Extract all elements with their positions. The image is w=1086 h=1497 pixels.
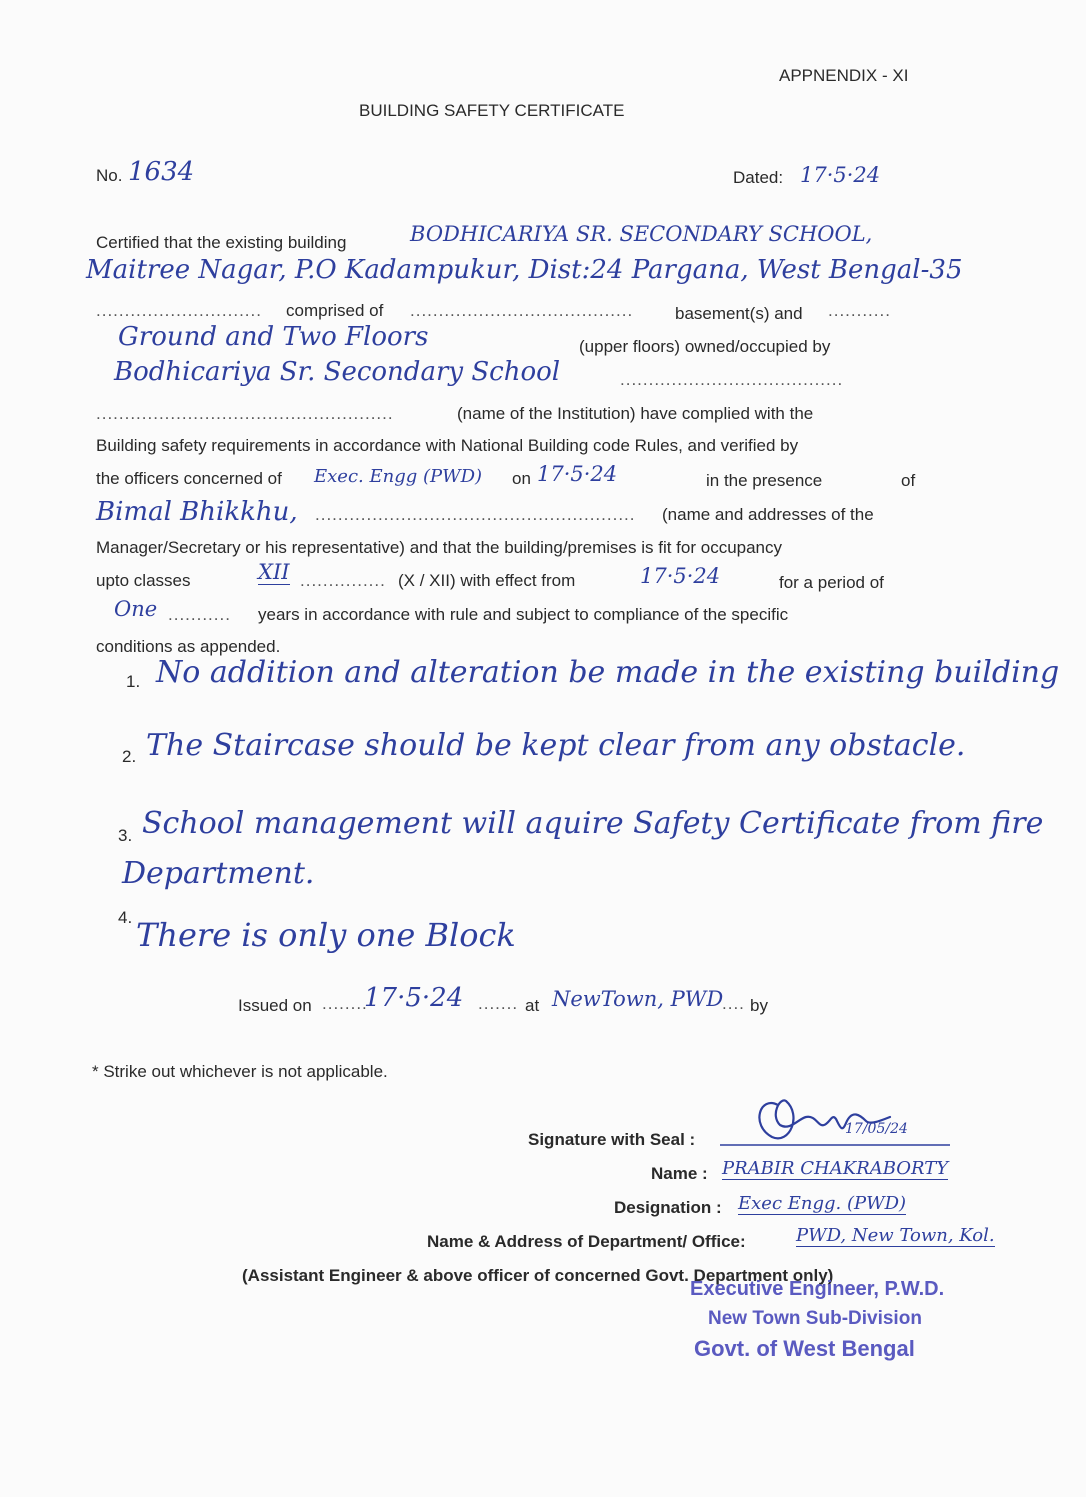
upto-classes-label: upto classes: [96, 571, 191, 590]
of-label: of: [901, 471, 916, 490]
certified-label: Certified that the existing building: [96, 233, 347, 252]
officers-label: the officers concerned of: [96, 469, 282, 488]
verified-date: 17·5·24: [537, 462, 618, 486]
department-label: Name & Address of Department/ Office:: [427, 1232, 746, 1251]
dotted-leader: .......................................: [620, 370, 844, 389]
years-value: One: [114, 597, 158, 621]
officer-name: PRABIR CHAKRABORTY: [722, 1158, 949, 1179]
floors-value: Ground and Two Floors: [118, 322, 429, 352]
designation-label: Designation :: [614, 1198, 722, 1217]
presence-label: in the presence: [706, 471, 823, 490]
conditions-label: conditions as appended.: [96, 637, 281, 656]
manager-value: Bimal Bhikkhu,: [96, 497, 298, 527]
manager-line: Manager/Secretary or his representative) and that the building/premises is fit for occupancy: [96, 538, 783, 557]
building-address: Maitree Nagar, P.O Kadampukur, Dist:24 Pargana, West Bengal-35: [86, 255, 963, 285]
on-label: on: [512, 469, 531, 488]
name-label: Name :: [651, 1164, 708, 1183]
issued-on-label: Issued on: [238, 996, 312, 1015]
condition-text: The Staircase should be kept clear from any obstacle.: [146, 728, 966, 763]
seal-line-division: New Town Sub-Division: [708, 1308, 922, 1329]
comprised-label: comprised of: [286, 301, 384, 320]
certificate-number: 1634: [128, 157, 195, 187]
condition-text: There is only one Block: [136, 916, 516, 954]
condition-text: Department.: [122, 856, 315, 891]
signature-label: Signature with Seal :: [528, 1130, 696, 1149]
condition-text: No addition and alteration be made in the existing building: [156, 655, 1060, 690]
dotted-leader: ...........: [828, 301, 891, 320]
dotted-leader: ...............: [300, 571, 386, 590]
number-label: No.: [96, 166, 123, 185]
dotted-leader: ........: [322, 994, 368, 1013]
condition-text: School management will aquire Safety Certificate from fire: [142, 806, 1044, 841]
issued-at-value: NewTown, PWD: [552, 987, 724, 1011]
dotted-leader: ........................................................: [315, 505, 636, 524]
period-label: for a period of: [779, 573, 884, 592]
department-value: PWD, New Town, Kol.: [796, 1225, 995, 1246]
issued-on-value: 17·5·24: [364, 983, 464, 1013]
dotted-leader: ....................................................: [96, 404, 394, 423]
manager-label: (name and addresses of the: [662, 505, 874, 524]
officer-note: (Assistant Engineer & above officer of concerned Govt. Department only): [242, 1266, 834, 1285]
signature-mark: [720, 1075, 960, 1155]
dated-value: 17·5·24: [800, 163, 881, 187]
institution-value: Bodhicariya Sr. Secondary School: [114, 357, 561, 387]
certificate-title: BUILDING SAFETY CERTIFICATE: [359, 101, 625, 120]
class-label: (X / XII) with effect from: [398, 571, 576, 590]
building-name: BODHICARIYA SR. SECONDARY SCHOOL,: [410, 222, 873, 246]
designation-value: Exec Engg. (PWD): [738, 1193, 907, 1214]
signature-date: 17/05/24: [845, 1121, 908, 1137]
condition-number: 4.: [118, 908, 133, 927]
strike-out-note: * Strike out whichever is not applicable.: [92, 1062, 388, 1081]
dotted-leader: .......................................: [410, 301, 634, 320]
basements-label: basement(s) and: [675, 304, 803, 323]
seal-line-govt: Govt. of West Bengal: [694, 1336, 915, 1361]
by-label: by: [750, 996, 768, 1015]
officers-value: Exec. Engg (PWD): [314, 466, 483, 487]
appendix-label: APPNENDIX - XI: [779, 66, 909, 85]
upper-floors-label: (upper floors) owned/occupied by: [579, 337, 831, 356]
seal-line-designation: Executive Engineer, P.W.D.: [690, 1278, 945, 1300]
condition-number: 3.: [118, 826, 133, 845]
condition-number: 1.: [126, 672, 141, 691]
dotted-leader: .......: [478, 994, 519, 1013]
condition-number: 2.: [122, 747, 137, 766]
dotted-leader: .............................: [96, 301, 262, 320]
dated-label: Dated:: [733, 168, 784, 187]
years-label: years in accordance with rule and subject to compliance of the specific: [258, 605, 789, 624]
requirements-line: Building safety requirements in accordance with National Building code Rules, and verified by: [96, 436, 799, 455]
dotted-leader: ...........: [168, 605, 231, 624]
at-label: at: [525, 996, 540, 1015]
institution-label: (name of the Institution) have complied with the: [457, 404, 814, 423]
dotted-leader: ....: [722, 994, 745, 1013]
class-value: XII: [258, 560, 290, 584]
effect-date: 17·5·24: [640, 564, 721, 588]
